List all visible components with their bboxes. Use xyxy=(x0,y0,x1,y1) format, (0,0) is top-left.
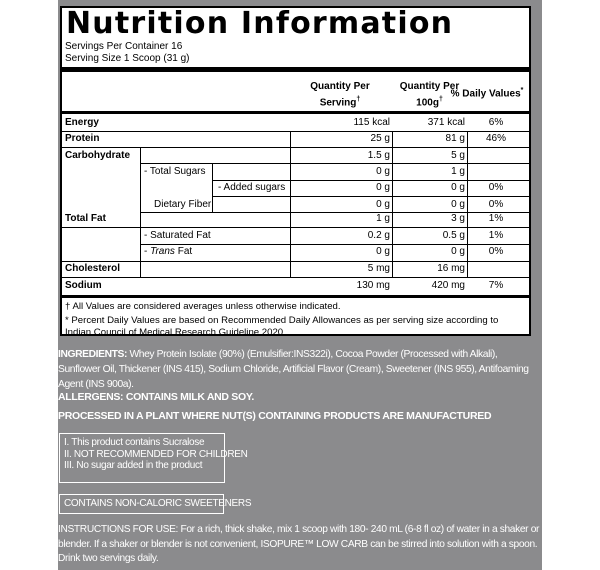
column-divider xyxy=(140,147,141,277)
nutrient-row: - Total Sugars 0 g 1 g xyxy=(144,166,465,177)
nutrient-row: Total Fat 1 g 3 g 1% xyxy=(65,213,504,224)
instructions: INSTRUCTIONS FOR USE: For a rich, thick shake, mix 1 scoop with 180- 240 mL (6-8 fl oz) of water in a shaker or blender. If a shaker or blender is not convenient, ISOPURE™ LOW CARB can be stirred into solution with a spoon. Drink two servings daily. xyxy=(58,524,540,564)
sweetener-notice: CONTAINS NON-CALORIC SWEETENERS xyxy=(64,498,252,509)
row-divider xyxy=(140,163,529,164)
warning-box xyxy=(59,433,248,483)
thick-divider xyxy=(62,67,529,72)
col-header-per-serving: Quantity Per Serving† xyxy=(310,81,370,109)
ingredients: INGREDIENTS: Whey Protein Isolate (90%) (Emulsifier:INS322i), Cocoa Powder (Processed with Alkali), Sunflower Oil, Thickener (INS 415), Sodium Chloride, Artificial Flavor (Cream), Sweetener (INS 955), Antifoaming Agent (INS 900a). xyxy=(58,349,529,390)
nutrient-row: Energy 115 kcal 371 kcal 6% xyxy=(65,117,504,128)
nutrient-row: Dietary Fiber 0 g 0 g 0% xyxy=(154,199,504,210)
servings-per-container: Servings Per Container 16 xyxy=(65,41,183,52)
row-divider xyxy=(62,131,529,132)
row-divider xyxy=(62,227,529,228)
nutrient-row: Sodium 130 mg 420 mg 7% xyxy=(65,280,504,291)
nutrient-row: - Trans Fat 0 g 0 g 0% xyxy=(144,246,504,257)
row-divider xyxy=(212,180,529,181)
allergens: ALLERGENS: CONTAINS MILK AND SOY. xyxy=(58,391,255,403)
nutrient-row: Cholesterol 5 mg 16 mg xyxy=(65,263,465,274)
nutrition-panel xyxy=(60,6,531,336)
row-divider xyxy=(140,244,529,245)
thick-divider xyxy=(62,295,529,298)
thick-divider xyxy=(62,111,529,114)
nutrient-row: Protein 25 g 81 g 46% xyxy=(65,133,506,144)
row-divider xyxy=(212,196,529,197)
col-header-per-100g: Quantity Per 100g† xyxy=(399,81,460,109)
sweetener-box xyxy=(59,494,252,514)
row-divider xyxy=(62,147,529,148)
column-divider xyxy=(212,163,213,212)
footnote-averages: † All Values are considered averages unless otherwise indicated. xyxy=(65,301,341,312)
row-divider xyxy=(62,277,529,278)
warning-item: I. This product contains Sucralose xyxy=(64,437,205,448)
nutrient-row: - Added sugars 0 g 0 g 0% xyxy=(218,182,504,193)
footnote-daily-values: * Percent Daily Values are based on Recommended Daily Allowances as per serving size according to Indian Council of Medical Research Guideline 2020. xyxy=(65,315,499,338)
row-divider xyxy=(140,212,529,213)
serving-size: Serving Size 1 Scoop (31 g) xyxy=(65,53,190,64)
processed-notice: PROCESSED IN A PLANT WHERE NUT(S) CONTAINING PRODUCTS ARE MANUFACTURED xyxy=(58,410,492,422)
nutrient-row: Carbohydrate 1.5 g 5 g xyxy=(65,150,465,161)
row-divider xyxy=(62,261,529,262)
column-divider xyxy=(290,131,291,277)
warning-item: III. No sugar added in the product xyxy=(64,460,203,471)
column-divider xyxy=(392,131,393,277)
col-header-daily: % Daily Values* xyxy=(450,87,524,100)
panel-title: Nutrition Information xyxy=(66,6,454,41)
column-divider xyxy=(467,131,468,277)
warning-item: II. NOT RECOMMENDED FOR CHILDREN xyxy=(64,448,248,460)
nutrient-row: - Saturated Fat 0.2 g 0.5 g 1% xyxy=(144,230,504,241)
